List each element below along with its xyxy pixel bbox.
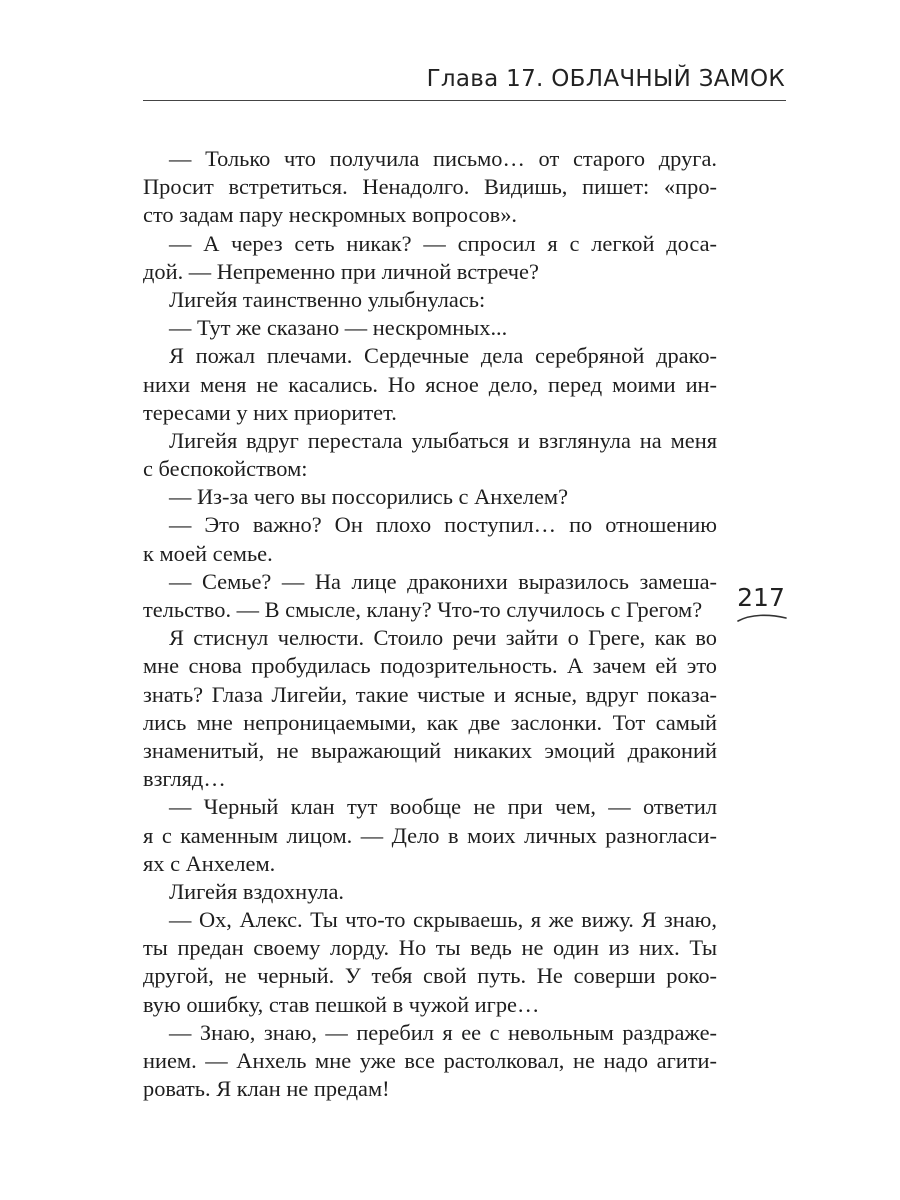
text-line: — Семье? — На лице драконихи выразилось замеша- (169, 568, 717, 594)
text-line: я с каменным лицом. — Дело в моих личных разногласи- (143, 822, 717, 848)
text-line: другой, не черный. У тебя свой путь. Не соверши роко- (143, 963, 717, 989)
text-line: — Ох, Алекс. Ты что-то скрываешь, я же вижу. Я знаю, (169, 907, 717, 933)
text-line: Лигейя вдруг перестала улыбаться и взглянула на меня (169, 427, 717, 453)
text-line: — Тут же сказано — нескромных... (169, 315, 508, 341)
text-line: взгляд… (143, 766, 226, 792)
text-line: дой. — Непременно при личной встрече? (143, 258, 539, 284)
text-line: — Из-за чего вы поссорились с Анхелем? (169, 484, 569, 510)
text-line: тересами у них приоритет. (143, 399, 397, 425)
text-line: Я стиснул челюсти. Стоило речи зайти о Греге, как во (169, 625, 717, 651)
text-line: — Знаю, знаю, — перебил я ее с невольным раздраже- (169, 1019, 717, 1045)
text-line: Лигейя таинственно улыбнулась: (169, 286, 486, 312)
text-line: ты предан своему лорду. Но ты ведь не один из них. Ты (143, 935, 717, 961)
header-rule (143, 100, 786, 101)
text-line: Просит встретиться. Ненадолго. Видишь, пишет: «про- (143, 174, 717, 200)
text-line: — Черный клан тут вообще не при чем, — ответил (169, 794, 717, 820)
text-line: вую ошибку, став пешкой в чужой игре… (143, 991, 540, 1017)
text-line: с беспокойством: (143, 456, 308, 482)
text-line: Я пожал плечами. Сердечные дела серебряной драко- (169, 343, 717, 369)
text-line: тельство. — В смысле, клану? Что-то случилось с Грегом? (143, 597, 703, 622)
text-line: знаменитый, не выражающий никаких эмоций драконий (143, 737, 717, 763)
text-line: к моей семье. (143, 540, 273, 566)
text-line: нием. — Анхель мне уже все растолковал, не надо агити- (143, 1048, 717, 1073)
text-line: лись мне непроницаемыми, как две заслонки. Тот самый (143, 709, 717, 735)
text-line: сто задам пару нескромных вопросов». (143, 202, 518, 228)
text-line: — А через сеть никак? — спросил я с легкой доса- (169, 230, 717, 256)
text-line: знать? Глаза Лигейи, такие чистые и ясные, вдруг показа- (143, 681, 717, 707)
text-line: мне снова пробудилась подозрительность. А зачем ей это (143, 653, 717, 679)
page-number: 217 (737, 583, 785, 612)
text-line: — Только что получила письмо… от старого друга. (169, 146, 717, 171)
text-line: — Это важно? Он плохо поступил… по отношению (169, 512, 717, 538)
folio-swash-ornament (737, 612, 787, 624)
body-text (143, 145, 717, 1103)
text-line: ях с Анхелем. (143, 850, 276, 876)
text-line: ровать. Я клан не предам! (143, 1076, 390, 1102)
text-line: Лигейя вздохнула. (169, 878, 345, 904)
text-line: нихи меня не касались. Но ясное дело, перед моими ин- (143, 371, 717, 397)
running-header-title: Глава 17. ОБЛАЧНЫЙ ЗАМОК (426, 66, 785, 92)
